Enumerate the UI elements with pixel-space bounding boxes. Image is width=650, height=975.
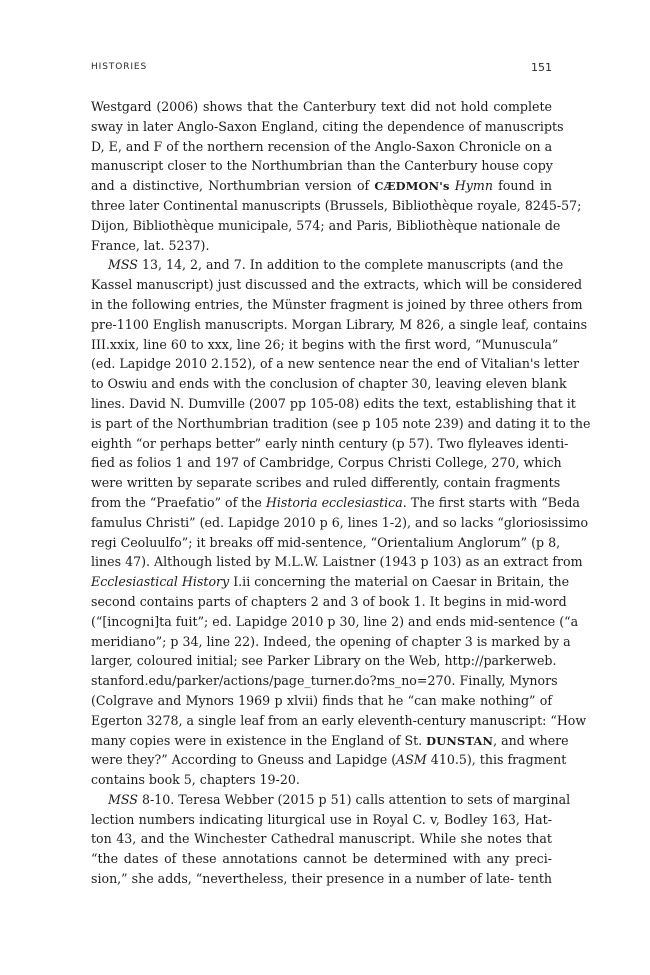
text-line [91, 117, 564, 137]
text-run: (“[incogni]ta fuit”; ed. Lapidge 2010 p 30, line 2) and ends mid-sentence (“a [91, 613, 579, 629]
text-line [91, 295, 583, 315]
text-run: , and where [493, 732, 569, 748]
text-line [91, 275, 583, 295]
text-line [91, 97, 552, 117]
italic-text: Historia ecclesiastica [265, 494, 403, 510]
text-line [91, 533, 561, 553]
text-run: second contains parts of chapters 2 and 3 of book 1. It begins in mid-word [91, 593, 567, 609]
paragraph [91, 255, 591, 790]
text-run: (ed. Lapidge 2010 2.152), of a new sentence near the end of Vitalian's letter [91, 356, 580, 372]
text-line [91, 869, 552, 889]
text-run: three later Continental manuscripts (Brussels, Bibliothèque royale, 8245-57; [91, 197, 582, 213]
text-run: France, lat. 5237). [91, 237, 210, 253]
page-header [91, 62, 552, 76]
text-line [91, 216, 561, 236]
text-run: sion,” she adds, “nevertheless, their presence in a number of late- tenth [91, 871, 552, 887]
text-line [91, 255, 564, 275]
text-run: to Oswiu and ends with the conclusion of chapter 30, leaving eleven blank [91, 376, 567, 392]
text-run: 8-10. Teresa Webber (2015 p 51) calls attention to sets of marginal [137, 791, 571, 807]
text-line [91, 552, 583, 572]
text-run: lines. David N. Dumville (2007 pp 105-08) edits the text, establishing that it [91, 395, 576, 411]
text-line [91, 374, 567, 394]
text-line [91, 196, 582, 216]
text-run: is part of the Northumbrian tradition (see p 105 note 239) and dating it to the [91, 415, 591, 431]
text-run: found in [492, 178, 553, 194]
text-line [91, 790, 571, 810]
text-line [91, 176, 552, 196]
text-line [91, 473, 561, 493]
text-run: pre-1100 English manuscripts. Morgan Library, M 826, a single leaf, contains [91, 316, 588, 332]
text-run: Dijon, Bibliothèque municipale, 574; and Paris, Bibliothèque nationale de [91, 217, 561, 233]
text-run: and a distinctive, Northumbrian version of [91, 178, 375, 194]
italic-text: Hymn [454, 178, 493, 194]
paragraph [91, 790, 571, 889]
italic-text: ASM [396, 752, 427, 768]
text-line [91, 651, 557, 671]
text-line [91, 434, 569, 454]
text-run: ton 43, and the Winchester Cathedral manuscript. While she notes that [91, 831, 552, 847]
text-line [91, 829, 552, 849]
text-line [91, 394, 576, 414]
text-line [91, 711, 587, 731]
text-run: “the dates of these annotations cannot be determined with any preci- [91, 851, 552, 867]
body-text [91, 97, 591, 889]
text-line [91, 315, 588, 335]
text-run: contains book 5, chapters 19-20. [91, 772, 300, 788]
text-line [91, 572, 570, 592]
text-run: III.xxix, line 60 to xxx, line 26; it begins with the first word, “Munuscula” [91, 336, 559, 352]
text-run: larger, coloured initial; see Parker Library on the Web, http://parkerweb. [91, 653, 557, 669]
text-run: were written by separate scribes and ruled differently, contain fragments [91, 475, 561, 491]
text-line [91, 354, 580, 374]
text-run: regi Ceoluulfo”; it breaks off mid-sentence, “Orientalium Anglorum” (p 8, [91, 534, 561, 550]
text-run: fied as folios 1 and 197 of Cambridge, Corpus Christi College, 270, which [91, 455, 562, 471]
italic-text: MSS [108, 791, 138, 807]
text-run: Westgard (2006) shows that the Canterbury text did not hold complete [91, 99, 552, 114]
small-caps-name: CÆDMON's [374, 179, 450, 194]
paragraph [91, 97, 582, 255]
running-head: HISTORIES [91, 62, 148, 72]
italic-text: MSS [108, 257, 138, 273]
text-run: (Colgrave and Mynors 1969 p xlvii) finds that he “can make nothing” of [91, 692, 552, 708]
text-line [91, 513, 589, 533]
text-line [91, 453, 562, 473]
text-line [91, 137, 552, 157]
page-number: 151 [531, 61, 552, 74]
text-line [91, 849, 552, 869]
text-run: eighth “or perhaps better” early ninth century (p 57). Two flyleaves identi- [91, 435, 569, 451]
text-run: were they?” According to Gneuss and Lapidge ( [91, 752, 397, 768]
small-caps-name: DUNSTAN [426, 733, 494, 748]
text-run: Kassel manuscript) just discussed and the extracts, which will be considered [91, 277, 583, 293]
text-run: lines 47). Although listed by M.L.W. Laistner (1943 p 103) as an extract from [91, 554, 583, 570]
text-run: from the “Praefatio” of the [91, 494, 266, 510]
text-line [91, 612, 579, 632]
text-line [91, 750, 567, 770]
text-line [91, 671, 558, 691]
text-line [91, 156, 552, 176]
text-run: many copies were in existence in the England of St. [91, 732, 427, 748]
text-run: Egerton 3278, a single leaf from an early eleventh-century manuscript: “How [91, 712, 587, 728]
text-run: I.ii concerning the material on Caesar in Britain, the [229, 574, 570, 590]
text-run: . The first starts with “Beda [402, 494, 580, 510]
text-run: meridiano”; p 34, line 22). Indeed, the opening of chapter 3 is marked by a [91, 633, 571, 649]
text-run: stanford.edu/parker/actions/page_turner.do?ms_no=270. Finally, Mynors [91, 673, 558, 689]
text-run: D, E, and F of the northern recension of the Anglo-Saxon Chronicle on a [91, 138, 553, 154]
text-run: 13, 14, 2, and 7. In addition to the complete manuscripts (and the [137, 257, 564, 273]
text-run: in the following entries, the Münster fragment is joined by three others from [91, 296, 583, 312]
text-line [91, 493, 580, 513]
text-line [91, 632, 571, 652]
text-run: lection numbers indicating liturgical use in Royal C. v, Bodley 163, Hat- [91, 811, 552, 827]
text-run: famulus Christi” (ed. Lapidge 2010 p 6, lines 1-2), and so lacks “gloriosissimo [91, 514, 589, 530]
text-run: manuscript closer to the Northumbrian than the Canterbury house copy [91, 158, 553, 174]
text-line [91, 731, 569, 751]
text-line [91, 414, 591, 434]
text-run: sway in later Anglo-Saxon England, citing the dependence of manuscripts [91, 118, 564, 134]
italic-text: Ecclesiastical History [91, 574, 230, 590]
text-line [91, 770, 552, 790]
text-line [91, 810, 552, 830]
text-line [91, 691, 552, 711]
text-line [91, 236, 552, 256]
text-line [91, 592, 567, 612]
text-line [91, 335, 559, 355]
text-run: 410.5), this fragment [426, 752, 567, 768]
